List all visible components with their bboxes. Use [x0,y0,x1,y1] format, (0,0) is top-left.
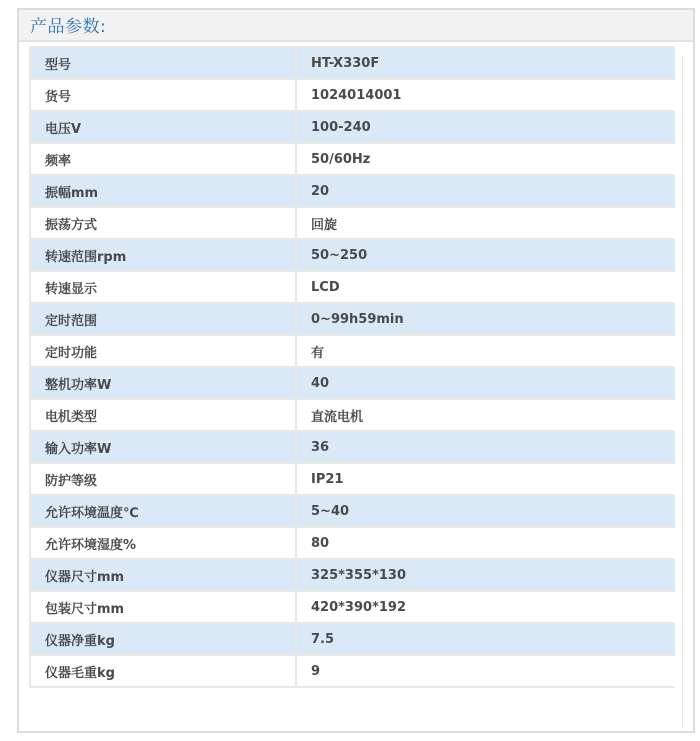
param-name: 型号 [30,47,296,79]
scroll-gutter [675,42,693,731]
param-value: 直流电机 [296,399,679,431]
param-value: 420*390*192 [296,591,679,623]
param-name: 防护等级 [30,463,296,495]
param-row [30,303,679,335]
param-value: 7.5 [296,623,679,655]
product-params-panel [17,8,695,733]
param-row [30,335,679,367]
param-row [30,367,679,399]
param-name: 定时范围 [30,303,296,335]
param-row [30,591,679,623]
param-value: 1024014001 [296,79,679,111]
param-value: 50~250 [296,239,679,271]
param-name: 振荡方式 [30,207,296,239]
param-row [30,527,679,559]
param-row [30,207,679,239]
param-name: 转速显示 [30,271,296,303]
section-title: 产品参数: [30,17,107,37]
param-row [30,399,679,431]
param-name: 转速范围rpm [30,239,296,271]
params-table-body [30,47,679,687]
param-row [30,463,679,495]
param-name: 仪器尺寸mm [30,559,296,591]
param-name: 电压V [30,111,296,143]
params-table [29,46,680,688]
param-name: 输入功率W [30,431,296,463]
param-row [30,143,679,175]
param-value: HT-X330F [296,47,679,79]
panel-header [19,10,693,42]
param-name: 振幅mm [30,175,296,207]
param-value: 0~99h59min [296,303,679,335]
param-row [30,47,679,79]
param-value: 20 [296,175,679,207]
param-value: 36 [296,431,679,463]
param-row [30,559,679,591]
param-value: 325*355*130 [296,559,679,591]
param-value: 100-240 [296,111,679,143]
param-value: 40 [296,367,679,399]
param-name: 整机功率W [30,367,296,399]
param-value: 回旋 [296,207,679,239]
param-row [30,623,679,655]
param-row [30,655,679,687]
param-row [30,175,679,207]
param-value: 9 [296,655,679,687]
param-row [30,431,679,463]
param-row [30,495,679,527]
param-value: 5~40 [296,495,679,527]
param-row [30,271,679,303]
param-name: 货号 [30,79,296,111]
param-name: 仪器净重kg [30,623,296,655]
param-row [30,111,679,143]
param-value: 有 [296,335,679,367]
param-row [30,79,679,111]
scroll-track-line [682,56,683,729]
param-value: LCD [296,271,679,303]
param-name: 包装尺寸mm [30,591,296,623]
param-value: IP21 [296,463,679,495]
param-name: 定时功能 [30,335,296,367]
param-name: 频率 [30,143,296,175]
param-name: 允许环境温度℃ [30,495,296,527]
param-value: 80 [296,527,679,559]
param-row [30,239,679,271]
param-name: 仪器毛重kg [30,655,296,687]
param-name: 允许环境湿度% [30,527,296,559]
param-name: 电机类型 [30,399,296,431]
param-value: 50/60Hz [296,143,679,175]
params-table-container [29,46,678,688]
